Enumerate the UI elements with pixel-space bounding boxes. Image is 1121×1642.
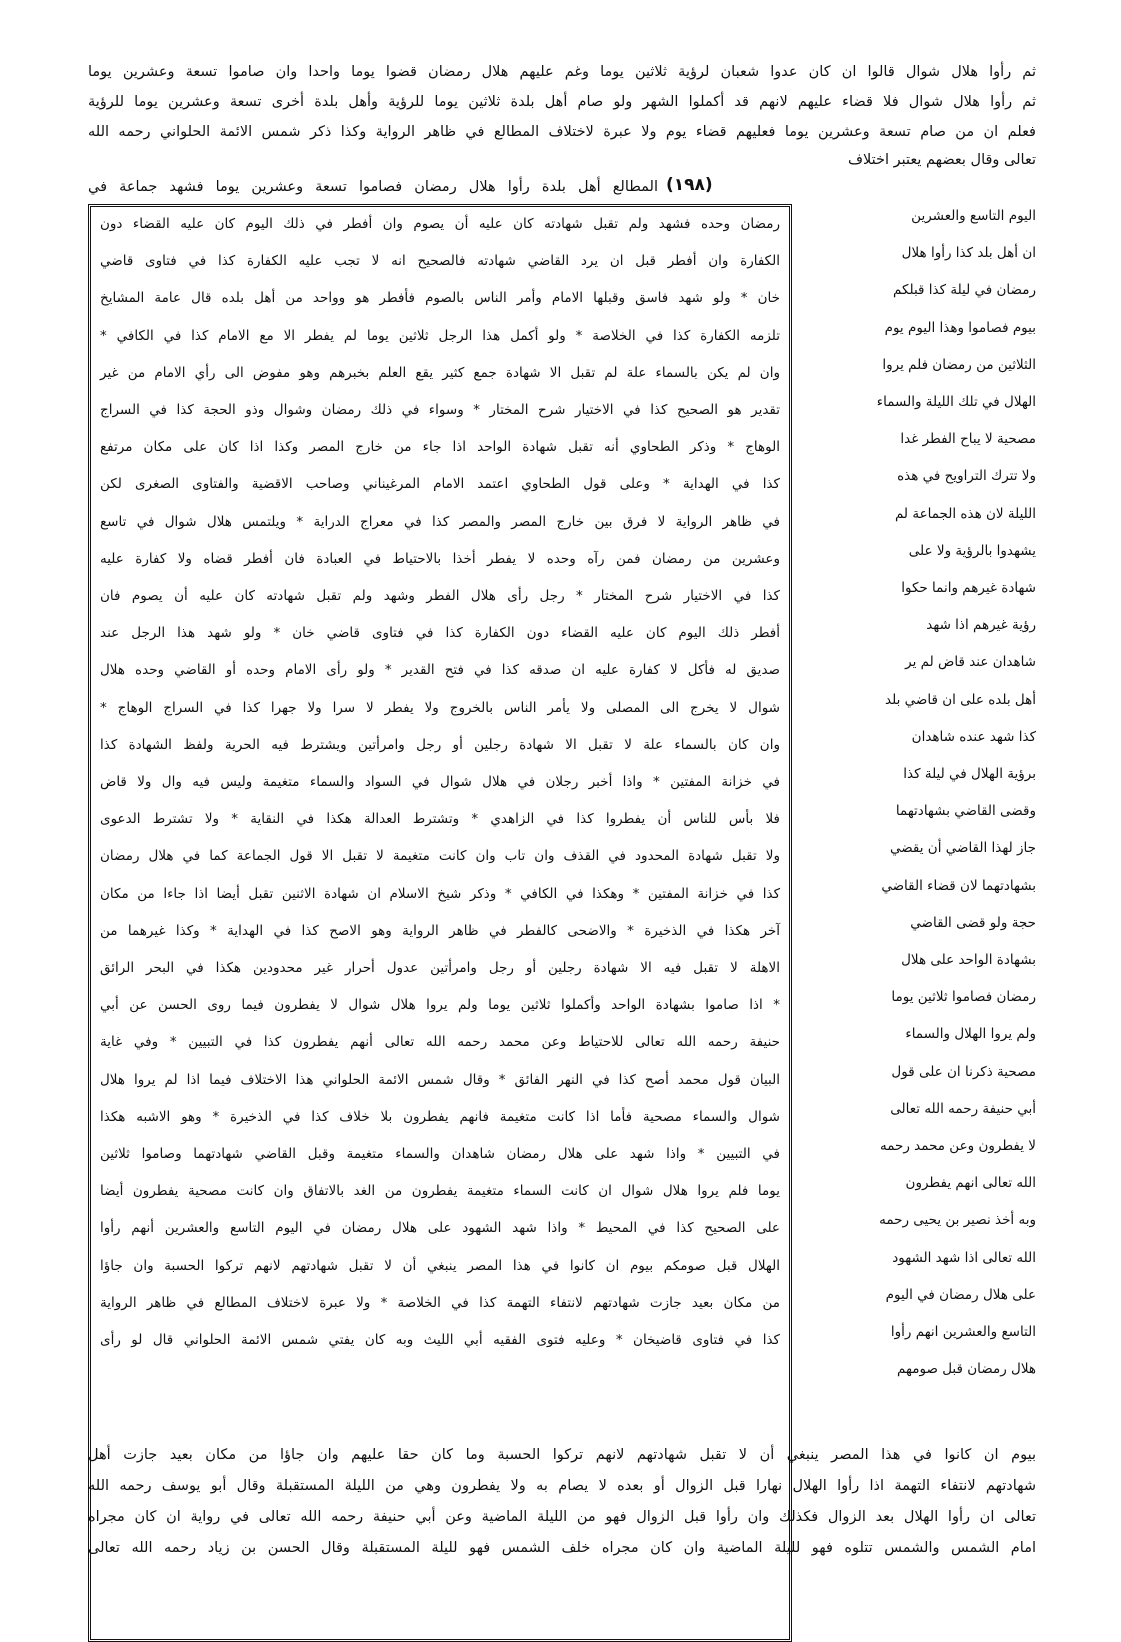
side-text-line: مصحية ذكرنا ان على قول — [891, 1063, 1036, 1080]
main-text-line: أفطر ذلك اليوم كان عليه القضاء دون الكفارة كذا في فتاوى قاضي خان * ولو شهد هذا الرجل عند — [100, 625, 780, 642]
main-text-line: رمضان وحده فشهد ولم تقبل شهادته كان عليه أن يصوم وان أفطر في ذلك اليوم كان عليه القضاء دون — [100, 216, 780, 232]
main-text-line: من مكان بعيد جازت شهادتهم لانتفاء التهمة كذا في الخلاصة * ولا عبرة لاختلاف المطالع في ظاهر الرواية — [100, 1294, 780, 1311]
footer-line: بيوم ان كانوا في هذا المصر ينبغي أن لا تقبل شهادتهم لانهم تركوا الحسبة وما كان حقا عليهم وان جاؤا من مكان بعيد جازت أهل — [88, 1447, 1036, 1463]
side-text-line: الثلاثين من رمضان فلم يروا — [882, 356, 1036, 373]
side-text-line: برؤية الهلال في ليلة كذا — [903, 766, 1036, 782]
footer-line: امام الشمس والشمس تتلوه فهو لليلة الماضية وان كان مجراه خلف الشمس فهو لليلة المستقبلة وقال الحسن بن زياد رحمه الله تعالى — [88, 1540, 1036, 1556]
side-text-line: شهادة غيرهم وانما حكوا — [901, 580, 1036, 596]
side-text-line: لا يفطرون وعن محمد رحمه — [879, 1138, 1036, 1154]
main-text-line: كذا في فتاوى قاضيخان * وعليه فتوى الفقيه أبي الليث وبه كان يفتي شمس الائمة الحلواني قال لو رأى — [100, 1332, 780, 1348]
footer-line: تعالى ان رأوا الهلال بعد الزوال فكذلك وان رأوا قبل الزوال فهو من الليلة الماضية وعن أبي حنيفة رحمه الله تعالى في رواية ان كان مجراه — [88, 1509, 1036, 1525]
main-text-line: ولا تقبل شهادة المحدود في القذف وان تاب وان كانت متغيمة لا تقبل الا قول الجماعة كما في هلال رمضان — [100, 848, 780, 865]
main-text-line: في خزانة المفتين * واذا أخبر رجلان في هلال شوال في السواد والسماء متغيمة وليس فيه وال ولا قاض — [100, 774, 780, 790]
main-text-line: وان لم يكن بالسماء علة لم تقبل الا شهادة جمع كثير يقع العلم بخبرهم وهو مفوض الى رأي الامام من غير — [100, 364, 780, 381]
side-text-line: وقضى القاضي بشهادتهما — [895, 803, 1036, 820]
side-text-line: الليلة لان هذه الجماعة لم — [894, 505, 1036, 522]
main-text-line: صديق له فأكل لا كفارة عليه ان صدقه كذا في فتح القدير * ولو رأى الامام وحده أو القاضي وحده هلال — [100, 662, 780, 679]
main-text-line: في ظاهر الرواية لا فرق بين خارج المصر والمصر كذا في معراج الدراية * ويلتمس هلال شوال في تاسع — [100, 513, 780, 530]
side-text-line: ان أهل بلد كذا رأوا هلال — [901, 245, 1036, 262]
main-text-line: الكفارة وان أفطر قبل ان يرد القاضي شهادته فالصحيح انه لا تجب عليه الكفارة كذا في فتاوى قاضي — [100, 253, 780, 270]
main-text-line: شوال لا يخرج الى المصلى ولا يأمر الناس بالخروج ولا يفطر لا سرا ولا جهرا كذا في السراج الوهاج * — [100, 699, 780, 716]
side-text-line: جاز لهذا القاضي أن يقضي — [889, 840, 1036, 857]
main-text-line: يوما فلم يروا هلال شوال ان كانت السماء متغيمة يفطرون من الغد بالاتفاق وان كانت مصحية يفطرون أيضا — [100, 1183, 780, 1200]
side-text-line: الله تعالى اذا شهد الشهود — [892, 1249, 1036, 1266]
header-line: ثم رأوا هلال شوال فلا قضاء عليهم لانهم قد أكملوا الشهر ولو صام أهل بلدة ثلاثين يوما للرؤية وأهل بلدة أخرى تسعة وعشرين يوما للرؤية — [88, 94, 1036, 110]
side-text-line: الله تعالى انهم يفطرون — [905, 1175, 1036, 1192]
main-text-line: تلزمه الكفارة كذا في الخلاصة * ولو أكمل هذا الرجل ثلاثين يوما لم يفطر الا مع الامام كذا في الكافي * — [100, 327, 780, 344]
header-line: فعلم ان من صام تسعة وعشرين يوما فعليهم قضاء يوم ولا عبرة لاختلاف المطالع في ظاهر الرواية وكذا ذكر شمس الائمة الحلواني رحمه الله — [88, 124, 1036, 140]
page-number: (١٩٨) — [666, 175, 713, 195]
side-text-line: رؤية غيرهم اذا شهد — [926, 617, 1036, 634]
main-text-line: الاهلة لا تقبل فيه الا شهادة رجلين أو رجل وامرأتين عدول أحرار غير محدودين هكذا في البحر الرائق — [100, 960, 780, 976]
side-text-line: بشهادة الواحد على هلال — [901, 952, 1036, 968]
main-text-line: آخر هكذا في الذخيرة * والاضحى كالفطر في ظاهر الرواية وهو الاصح كذا في الهداية * وكذا غيرهما من — [100, 922, 780, 939]
side-text-line: الهلال في تلك الليلة والسماء — [876, 394, 1036, 410]
main-text-line: على الصحيح كذا في المحيط * واذا شهد الشهود على هلال رمضان في اليوم التاسع والعشرين أنهم رأوا — [100, 1220, 780, 1237]
main-text-line: وان كان بالسماء علة لا تقبل الا شهادة رجلين أو رجل وامرأتين ويشترط فيه الحرية ولفظ الشهادة كذا — [100, 736, 780, 753]
side-text-line: ولا تترك التراويح في هذه — [897, 468, 1036, 485]
side-text-line: رمضان في ليلة كذا قبلكم — [893, 282, 1036, 299]
side-text-line: يشهدوا بالرؤية ولا على — [908, 542, 1036, 559]
side-text-line: بيوم فصاموا وهذا اليوم يوم — [884, 319, 1036, 336]
main-text-line: وعشرين من رمضان فمن رآه وحده لا يفطر أخذا بالاحتياط في العبادة فان أفطر قضاه ولا كفارة عليه — [100, 550, 780, 567]
main-text-line: الهلال قبل صومكم بيوم ان كانوا في هذا المصر ينبغي أن لا تقبل شهادتهم لانهم تركوا الحسبة وان جاؤا — [100, 1257, 780, 1274]
side-text-line: مصحية لا يباح الفطر غدا — [900, 431, 1036, 448]
main-text-line: كذا في خزانة المفتين * وهكذا في الكافي * وذكر شيخ الاسلام ان شهادة الاثنين تقبل أيضا اذا جاءا من مكان — [100, 885, 780, 902]
header-line: المطالع أهل بلدة رأوا هلال رمضان فصاموا تسعة وعشرين يوما فشهد جماعة في — [88, 179, 658, 195]
side-text-line: كذا شهد عنده شاهدان — [911, 728, 1036, 745]
header-line: تعالى وقال بعضهم يعتبر اختلاف — [847, 152, 1036, 168]
side-text-line: وبه أخذ نصير بن يحيى رحمه — [879, 1212, 1036, 1229]
main-text-line: كذا في الاختيار شرح المختار * رجل رأى هلال الفطر وشهد ولم تقبل شهادته كان عليه أن يصوم فان — [100, 588, 780, 604]
side-text-line: هلال رمضان قبل صومهم — [897, 1361, 1036, 1378]
side-text-line: ولم يروا الهلال والسماء — [905, 1026, 1036, 1043]
side-text-line: حجة ولو قضى القاضي — [910, 914, 1036, 931]
side-text-line: التاسع والعشرين انهم رأوا — [890, 1324, 1036, 1340]
side-text-line: شاهدان عند قاض لم ير — [905, 654, 1036, 671]
main-text-line: تقدير هو الصحيح كذا في الاختيار شرح المختار * وسواء في ذلك رمضان وشوال وذو الحجة كذا في السراج — [100, 402, 780, 418]
side-text-line: أهل بلده على ان قاضي بلد — [885, 691, 1036, 708]
main-text-line: الوهاج * وذكر الطحاوي أنه تقبل شهادة الواحد اذا جاء من خارج المصر وكذا اذا كان على مكان مرتفع — [100, 439, 780, 456]
side-text-line: اليوم التاسع والعشرين — [911, 208, 1036, 224]
header-line: ثم رأوا هلال شوال قالوا ان كان عدوا شعبان لرؤية ثلاثين يوما وغم عليهم هلال رمضان قضوا يوما واحدا وان صاموا تسعة وعشرين يوما — [88, 64, 1036, 80]
side-text-line: بشهادتهما لان قضاء القاضي — [881, 877, 1036, 894]
side-text-line: أبي حنيفة رحمه الله تعالى — [890, 1100, 1036, 1117]
main-text-line: كذا في الهداية * وعلى قول الطحاوي اعتمد الامام المرغيناني وصاحب الاقضية والفتاوى الصغرى لكن — [100, 476, 780, 493]
main-text-line: شوال والسماء مصحية فأما اذا كانت متغيمة فانهم يفطرون بلا خلاف كذا في الذخيرة * وهو الاشبه هكذا — [100, 1108, 780, 1125]
side-text-line: رمضان فصاموا ثلاثين يوما — [891, 989, 1036, 1006]
side-text-line: على هلال رمضان في اليوم — [885, 1286, 1036, 1303]
main-text-line: في التبيين * واذا شهد على هلال رمضان شاهدان والسماء متغيمة وقبل القاضي شهادتهما وصاموا ثلاثين — [100, 1146, 780, 1162]
main-text-line: * اذا صاموا بشهادة الواحد وأكملوا ثلاثين يوما ولم يروا هلال شوال لا يفطرون فيما روى الحسن عن أبي — [100, 997, 780, 1014]
main-text-line: فلا بأس للناس أن يفطروا كذا في الزاهدي * وتشترط العدالة هكذا في النقاية * ولا تشترط الدعوى — [100, 811, 780, 828]
main-text-line: البيان قول محمد أصح كذا في النهر الفائق * وقال شمس الائمة الحلواني هذا الاختلاف فيما اذا لم يروا هلال — [100, 1071, 780, 1088]
main-text-line: حنيفة رحمه الله تعالى للاحتياط وعن محمد رحمه الله تعالى أنهم يفطرون كذا في التبيين * وفي غاية — [100, 1034, 780, 1051]
main-text-line: خان * ولو شهد فاسق وقبلها الامام وأمر الناس بالصوم فأفطر هو وواحد من أهل بلده قال عامة المشايخ — [100, 290, 780, 307]
footer-line: شهادتهم لانتفاء التهمة اذا رأوا الهلال نهارا قبل الزوال أو بعده لا يصام به ولا يفطرون وهي من الليلة المستقبلة وقال أبو يوسف رحمه الله — [88, 1478, 1036, 1494]
